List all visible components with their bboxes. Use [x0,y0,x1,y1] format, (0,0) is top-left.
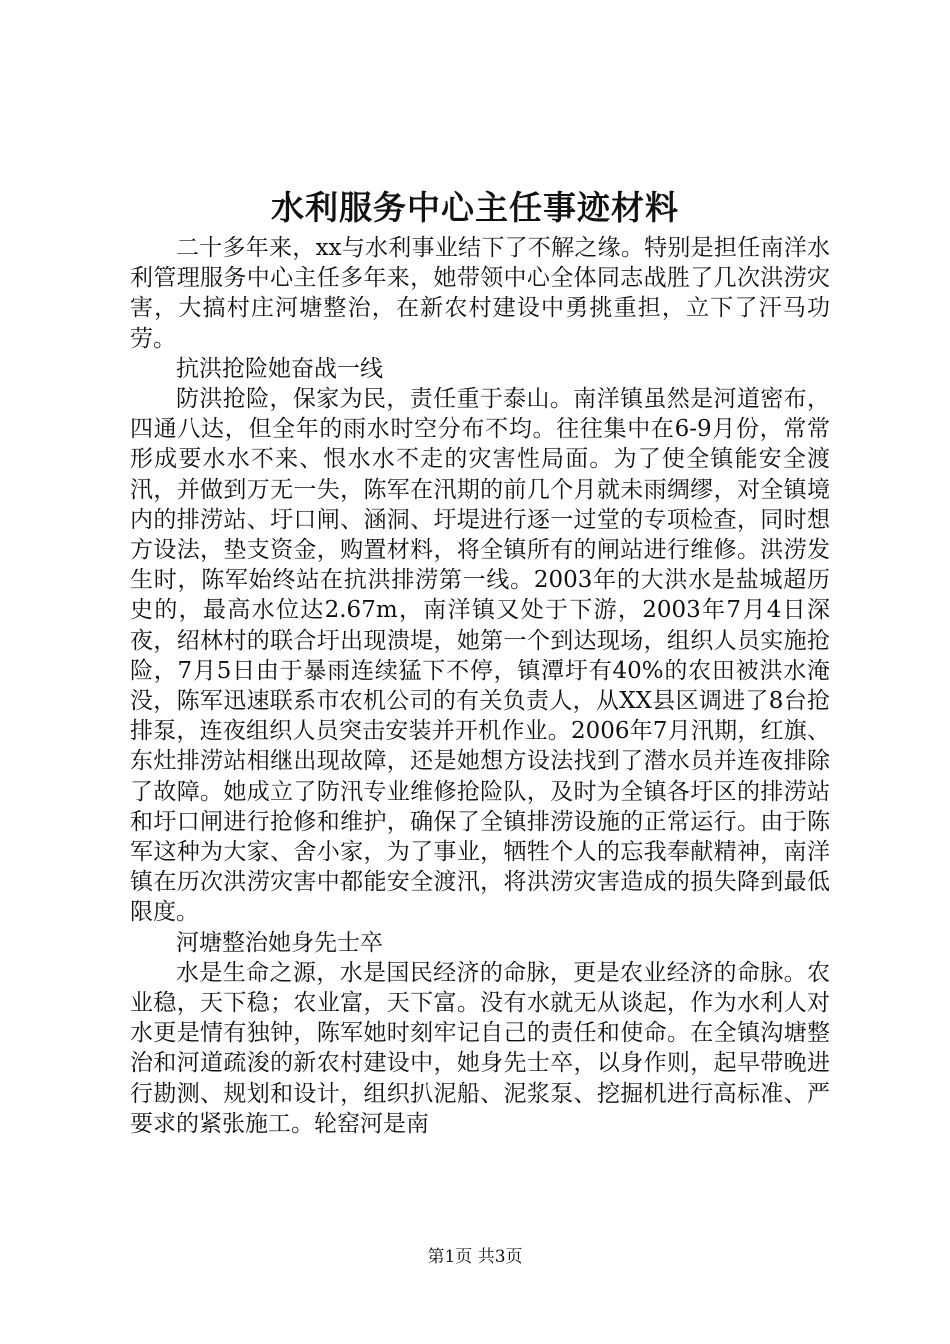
section-heading-pond-renovation: 河塘整治她身先士卒 [176,929,383,956]
intro-paragraph: 二十多年来，xx与水利事业结下了不解之缘。特别是担任南洋水利管理服务中心主任多年来，她带领中心全体同志战胜了几次洪涝灾害，大搞村庄河塘整治，在新农村建设中勇挑重担，立下了汗马功劳。 [130,235,830,352]
pond-renovation-paragraph: 水是生命之源，水是国民经济的命脉，更是农业经济的命脉。农业稳，天下稳；农业富，天下富。没有水就无从谈起，作为水利人对水更是情有独钟，陈军她时刻牢记自己的责任和使命。在全镇沟塘整治和河道疏浚的新农村建设中，她身先士卒，以身作则，起早带晚进行勘测、规划和设计，组织扒泥船、泥浆泵、挖掘机进行高标准、严要求的紧张施工。轮窑河是南 [130,959,830,1137]
page-footer: 第1页 共3页 [427,1247,523,1267]
document-body [130,233,830,1139]
document-title: 水利服务中心主任事迹材料 [271,188,679,227]
section-heading-flood-fighting: 抗洪抢险她奋战一线 [176,355,383,382]
flood-fighting-paragraph: 防洪抢险，保家为民，责任重于泰山。南洋镇虽然是河道密布，四通八达，但全年的雨水时空分布不均。往往集中在6-9月份，常常形成要水水不来、恨水水不走的灾害性局面。为了使全镇能安全渡汛，并做到万无一失，陈军在汛期的前几个月就未雨绸缪，对全镇境内的排涝站、圩口闸、涵洞、圩堤进行逐一过堂的专项检查，同时想方设法，垫支资金，购置材料，将全镇所有的闸站进行维修。洪涝发生时，陈军始终站在抗洪排涝第一线。2003年的大洪水是盐城超历史的，最高水位达2.67m，南洋镇又处于下游，2003年7月4日深夜，绍林村的联合圩出现溃堤，她第一个到达现场，组织人员实施抢险，7月5日由于暴雨连续猛下不停，镇潭圩有40%的农田被洪水淹没，陈军迅速联系市农机公司的有关负责人，从XX县区调进了8台抢排泵，连夜组织人员突击安装并开机作业。2006年7月汛期，红旗、东灶排涝站相继出现故障，还是她想方设法找到了潜水员并连夜排除了故障。她成立了防汛专业维修抢险队，及时为全镇各圩区的排涝站和圩口闸进行抢修和维护，确保了全镇排涝设施的正常运行。由于陈军这种为大家、舍小家，为了事业，牺牲个人的忘我奉献精神，南洋镇在历次洪涝灾害中都能安全渡汛，将洪涝灾害造成的损失降到最低限度。 [130,386,830,926]
